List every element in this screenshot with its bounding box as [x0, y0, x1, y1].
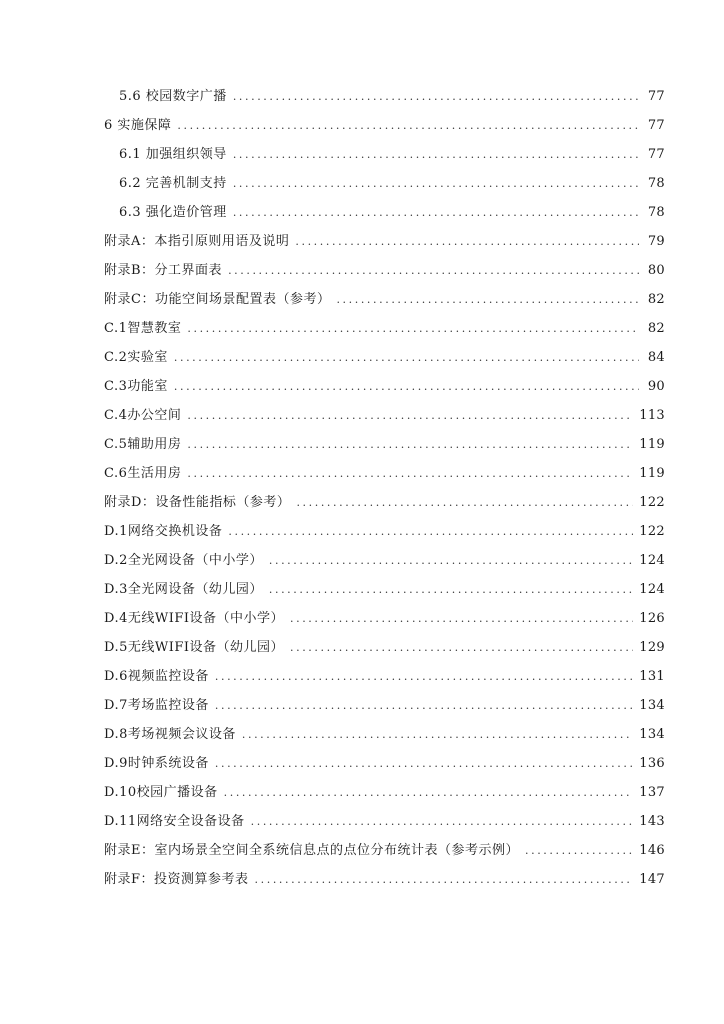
toc-entry-title: D.6视频监控设备 — [104, 669, 209, 684]
toc-entry-title: C.3功能室 — [104, 379, 168, 394]
toc-dot-leader — [233, 198, 639, 227]
toc-entry[interactable] — [0, 691, 724, 720]
toc-entry-title: 5.6 校园数字广播 — [119, 89, 227, 104]
toc-entry[interactable] — [0, 807, 724, 836]
toc-dot-leader — [228, 256, 639, 285]
toc-entry-title: 附录A：本指引原则用语及说明 — [104, 234, 290, 249]
toc-entry-page-number: 136 — [639, 756, 665, 771]
toc-entry-title: D.10校园广播设备 — [104, 785, 218, 800]
toc-entry-page-number: 134 — [639, 727, 665, 742]
toc-dot-leader — [233, 82, 639, 111]
toc-entry-page-number: 80 — [647, 263, 665, 278]
toc-entry-page-number: 119 — [639, 437, 665, 452]
toc-entry-title: D.11网络安全设备设备 — [104, 814, 245, 829]
toc-entry-title: 附录C：功能空间场景配置表（参考） — [104, 292, 331, 307]
toc-dot-leader — [187, 430, 633, 459]
toc-entry[interactable] — [0, 836, 724, 865]
toc-dot-leader — [228, 517, 633, 546]
toc-entry-title: C.1智慧教室 — [104, 321, 182, 336]
toc-entry-title: D.2全光网设备（中小学） — [104, 553, 263, 568]
toc-entry-page-number: 84 — [647, 350, 665, 365]
toc-dot-leader — [215, 749, 633, 778]
toc-entry-title: 6 实施保障 — [104, 118, 172, 133]
toc-entry-page-number: 77 — [647, 89, 665, 104]
toc-dot-leader — [233, 169, 639, 198]
toc-entry-page-number: 134 — [639, 698, 665, 713]
toc-entry[interactable] — [0, 372, 724, 401]
toc-entry-page-number: 124 — [639, 553, 665, 568]
toc-dot-leader — [290, 604, 633, 633]
toc-entry-page-number: 147 — [639, 872, 665, 887]
toc-entry[interactable] — [0, 662, 724, 691]
toc-entry-page-number: 77 — [647, 118, 665, 133]
toc-dot-leader — [174, 372, 639, 401]
toc-entry[interactable] — [0, 459, 724, 488]
toc-entry-page-number: 119 — [639, 466, 665, 481]
toc-entry[interactable] — [0, 343, 724, 372]
toc-entry-title: D.3全光网设备（幼儿园） — [104, 582, 263, 597]
toc-entry-title: D.7考场监控设备 — [104, 698, 209, 713]
toc-dot-leader — [296, 488, 633, 517]
toc-entry[interactable] — [0, 778, 724, 807]
toc-entry-page-number: 143 — [639, 814, 665, 829]
toc-entry-title: D.4无线WIFI设备（中小学） — [104, 611, 285, 626]
toc-entry-title: C.5辅助用房 — [104, 437, 182, 452]
toc-entry-page-number: 79 — [647, 234, 665, 249]
toc-entry-page-number: 77 — [647, 147, 665, 162]
toc-entry-title: C.4办公空间 — [104, 408, 182, 423]
toc-dot-leader — [233, 140, 639, 169]
toc-entry-title: 6.1 加强组织领导 — [119, 147, 227, 162]
toc-dot-leader — [255, 865, 634, 894]
toc-entry[interactable] — [0, 227, 724, 256]
toc-entry[interactable] — [0, 285, 724, 314]
toc-entry[interactable] — [0, 517, 724, 546]
toc-entry[interactable] — [0, 111, 724, 140]
toc-dot-leader — [295, 227, 639, 256]
toc-entry-page-number: 113 — [639, 408, 665, 423]
toc-entry-title: 附录B：分工界面表 — [104, 263, 223, 278]
toc-entry[interactable] — [0, 198, 724, 227]
toc-entry-page-number: 78 — [647, 176, 665, 191]
toc-entry-page-number: 122 — [639, 495, 665, 510]
toc-entry[interactable] — [0, 169, 724, 198]
toc-entry-title: 附录F：投资测算参考表 — [104, 872, 249, 887]
toc-dot-leader — [269, 546, 633, 575]
toc-entry-page-number: 90 — [647, 379, 665, 394]
toc-dot-leader — [251, 807, 634, 836]
table-of-contents — [0, 82, 724, 894]
toc-entry-title: C.6生活用房 — [104, 466, 182, 481]
toc-entry-title: D.9时钟系统设备 — [104, 756, 209, 771]
toc-dot-leader — [177, 111, 639, 140]
toc-entry-page-number: 78 — [647, 205, 665, 220]
toc-entry-page-number: 126 — [639, 611, 665, 626]
toc-entry[interactable] — [0, 488, 724, 517]
toc-dot-leader — [215, 691, 633, 720]
toc-entry-page-number: 129 — [639, 640, 665, 655]
toc-entry[interactable] — [0, 82, 724, 111]
toc-entry[interactable] — [0, 865, 724, 894]
toc-entry[interactable] — [0, 546, 724, 575]
toc-dot-leader — [187, 314, 639, 343]
toc-entry[interactable] — [0, 633, 724, 662]
toc-dot-leader — [242, 720, 633, 749]
toc-dot-leader — [187, 401, 633, 430]
toc-entry-page-number: 82 — [647, 292, 665, 307]
toc-entry[interactable] — [0, 604, 724, 633]
toc-entry[interactable] — [0, 314, 724, 343]
toc-entry-title: 附录D：设备性能指标（参考） — [104, 495, 291, 510]
toc-dot-leader — [525, 836, 633, 865]
toc-entry-page-number: 122 — [639, 524, 665, 539]
toc-entry[interactable] — [0, 720, 724, 749]
toc-entry[interactable] — [0, 256, 724, 285]
toc-entry-page-number: 137 — [639, 785, 665, 800]
toc-entry[interactable] — [0, 140, 724, 169]
toc-dot-leader — [269, 575, 633, 604]
toc-entry-title: 附录E：室内场景全空间全系统信息点的点位分布统计表（参考示例） — [104, 843, 519, 858]
toc-entry[interactable] — [0, 749, 724, 778]
toc-entry-title: D.8考场视频会议设备 — [104, 727, 236, 742]
toc-entry-title: C.2实验室 — [104, 350, 168, 365]
toc-dot-leader — [290, 633, 633, 662]
toc-dot-leader — [224, 778, 634, 807]
toc-entry[interactable] — [0, 430, 724, 459]
toc-entry-page-number: 82 — [647, 321, 665, 336]
toc-entry[interactable] — [0, 575, 724, 604]
toc-dot-leader — [215, 662, 633, 691]
toc-entry-title: D.5无线WIFI设备（幼儿园） — [104, 640, 285, 655]
toc-dot-leader — [336, 285, 639, 314]
toc-entry-title: 6.2 完善机制支持 — [119, 176, 227, 191]
toc-dot-leader — [174, 343, 639, 372]
toc-entry[interactable] — [0, 401, 724, 430]
toc-entry-title: D.1网络交换机设备 — [104, 524, 223, 539]
toc-dot-leader — [187, 459, 633, 488]
toc-entry-page-number: 124 — [639, 582, 665, 597]
toc-entry-page-number: 146 — [639, 843, 665, 858]
toc-entry-title: 6.3 强化造价管理 — [119, 205, 227, 220]
toc-entry-page-number: 131 — [639, 669, 665, 684]
